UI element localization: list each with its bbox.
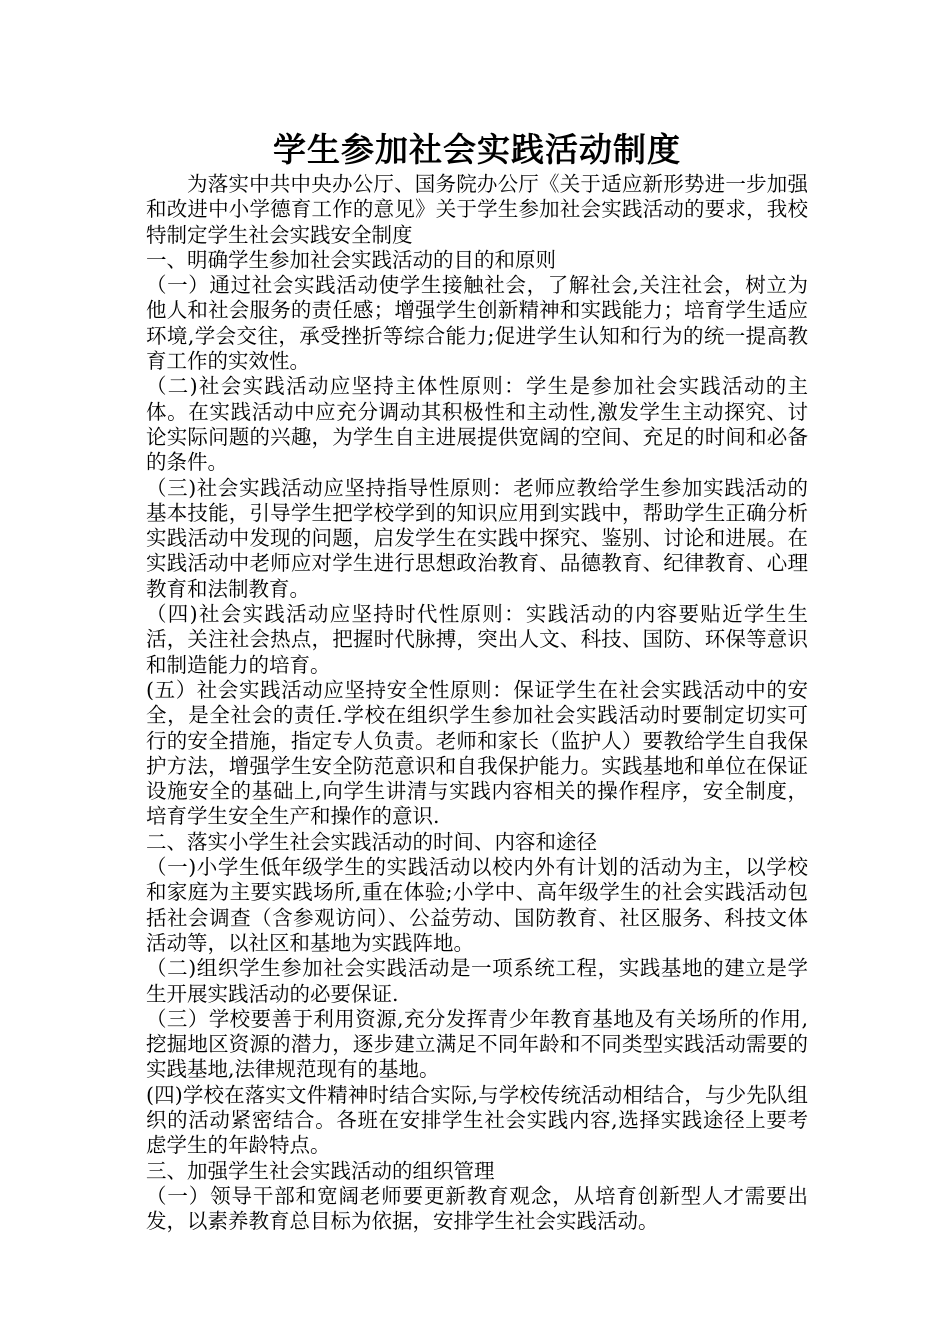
section-1-heading: 一、明确学生参加社会实践活动的目的和原则 (146, 247, 556, 272)
section-3-heading: 三、加强学生社会实践活动的组织管理 (146, 1158, 495, 1183)
section-1-paragraph-4: （四)社会实践活动应坚持时代性原则：实践活动的内容要贴近学生生活，关注社会热点，把握时代脉搏，突出人文、科技、国防、环保等意识和制造能力的培育。 (146, 602, 808, 677)
section-1-paragraph-2: （二)社会实践活动应坚持主体性原则：学生是参加社会实践活动的主体。在实践活动中应充分调动其积极性和主动性,激发学生主动探究、讨论实际问题的兴趣，为学生自主进展提供宽阔的空间、充足的时间和必备的条件。 (146, 374, 808, 475)
section-1-paragraph-5: (五）社会实践活动应坚持安全性原则：保证学生在社会实践活动中的安全，是全社会的责任.学校在组织学生参加社会实践活动时要制定切实可行的安全措施，指定专人负责。老师和家长（监护人）要教给学生自我保护方法，增强学生安全防范意识和自我保护能力。实践基地和单位在保证设施安全的基础上,向学生讲清与实践内容相关的操作程序，安全制度，培育学生安全生产和操作的意识. (146, 677, 808, 829)
section-2-heading: 二、落实小学生社会实践活动的时间、内容和途径 (146, 829, 597, 854)
section-1-paragraph-1: （一）通过社会实践活动使学生接触社会，了解社会,关注社会，树立为他人和社会服务的责任感；增强学生创新精神和实践能力；培育学生适应环境,学会交往，承受挫折等综合能力;促进学生认知和行为的统一提高教育工作的实效性。 (146, 273, 808, 374)
section-3-paragraph-1: （一）领导干部和宽阔老师要更新教育观念，从培育创新型人才需要出发，以素养教育总目标为依据，安排学生社会实践活动。 (146, 1183, 808, 1234)
intro-paragraph: 为落实中共中央办公厅、国务院办公厅《关于适应新形势进一步加强和改进中小学德育工作的意见》关于学生参加社会实践活动的要求，我校特制定学生社会实践安全制度 (146, 172, 808, 247)
section-2-paragraph-2: （二)组织学生参加社会实践活动是一项系统工程，实践基地的建立是学生开展实践活动的必要保证. (146, 956, 808, 1006)
section-2-paragraph-4: (四)学校在落实文件精神时结合实际,与学校传统活动相结合，与少先队组织的活动紧密结合。各班在安排学生社会实践内容,选择实践途径上要考虑学生的年龄特点。 (146, 1082, 808, 1158)
section-2-paragraph-3: （三）学校要善于利用资源,充分发挥青少年教育基地及有关场所的作用,挖掘地区资源的潜力，逐步建立满足不同年龄和不同类型实践活动需要的实践基地,法律规范现有的基地。 (146, 1006, 808, 1082)
document-title: 学生参加社会实践活动制度 (273, 130, 681, 169)
document-page (146, 128, 808, 1234)
section-2-paragraph-1: （一)小学生低年级学生的实践活动以校内外有计划的活动为主，以学校和家庭为主要实践场所,重在体验;小学中、高年级学生的社会实践活动包括社会调查（含参观访问）、公益劳动、国防教育、社区服务、科技文体活动等，以社区和基地为实践阵地。 (146, 855, 808, 955)
section-1-paragraph-3: （三)社会实践活动应坚持指导性原则：老师应教给学生参加实践活动的基本技能，引导学生把学校学到的知识应用到实践中，帮助学生正确分析实践活动中发现的问题，启发学生在实践中探究、鉴别、讨论和进展。在实践活动中老师应对学生进行思想政治教育、品德教育、纪律教育、心理教育和法制教育。 (146, 475, 808, 601)
